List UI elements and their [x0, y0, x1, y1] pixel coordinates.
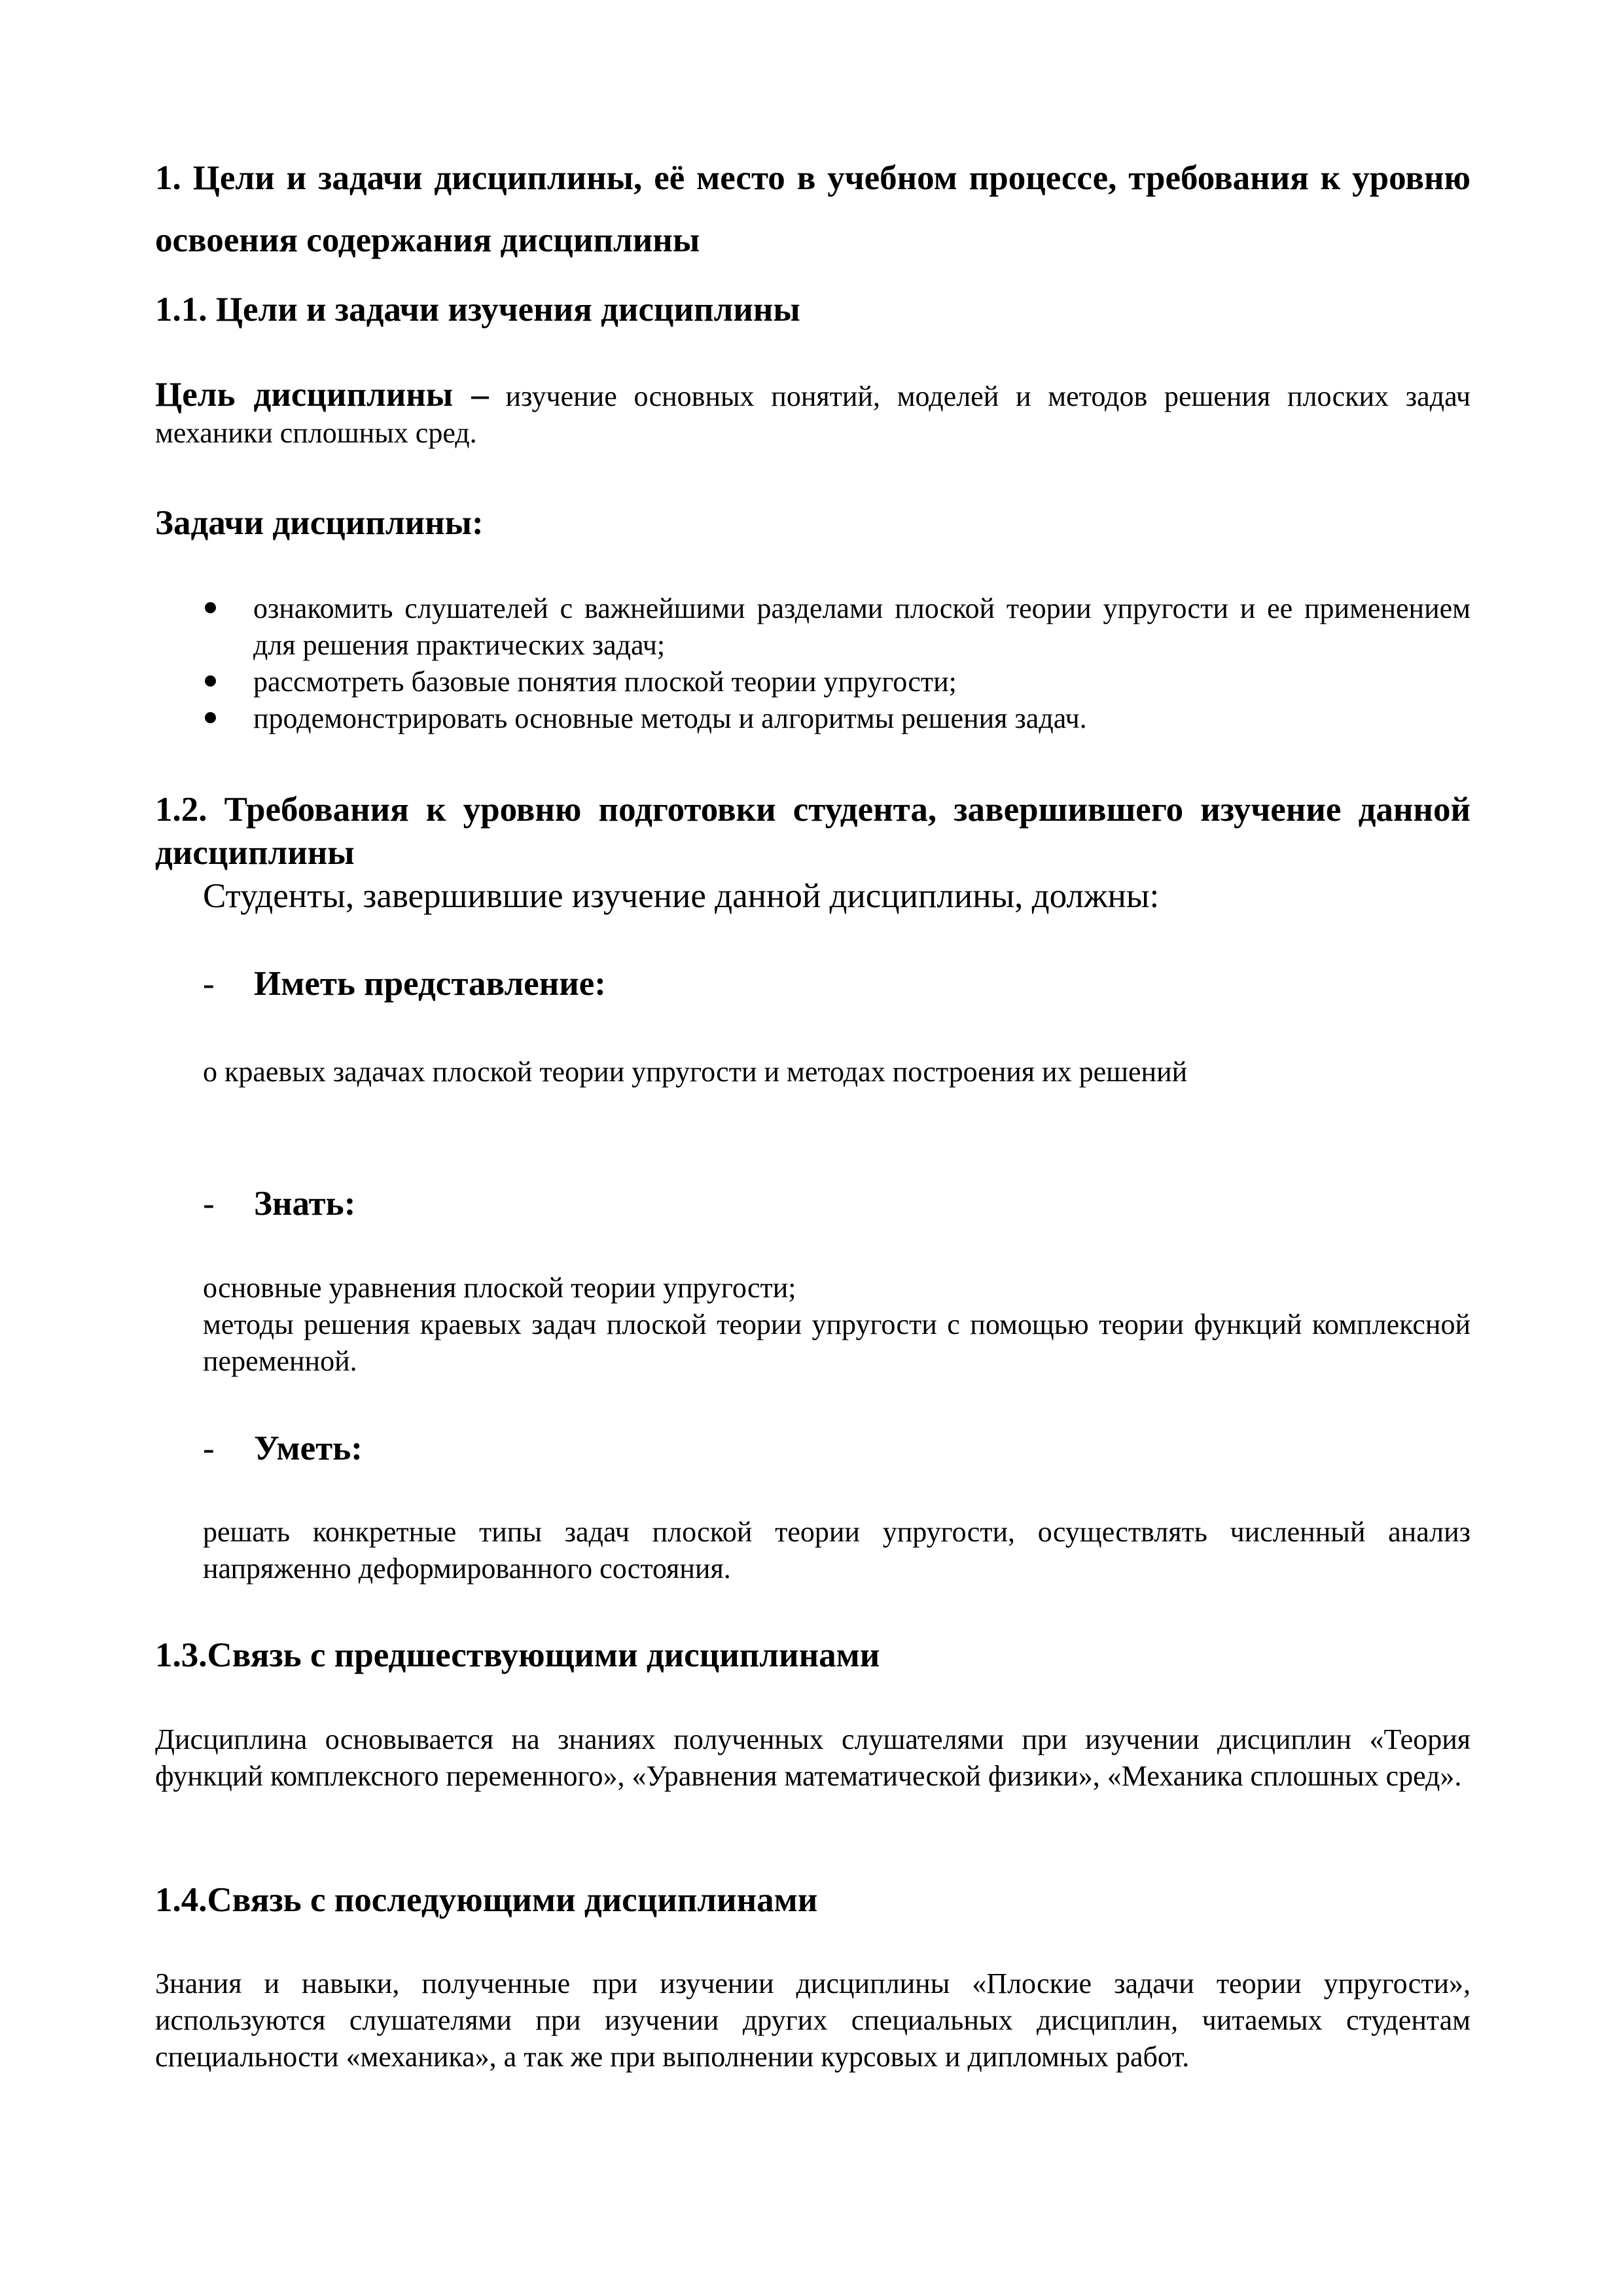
dash-marker: - [203, 1429, 215, 1467]
goal-paragraph [155, 376, 1471, 452]
know-line-1: основные уравнения плоской теории упругости; [203, 1272, 796, 1304]
know-label: Знать: [254, 1185, 356, 1223]
section-1-2-title: 1.2. Требования к уровню подготовки студента, завершившего изучение данной дисциплины [155, 791, 1471, 872]
goal-text: изучение основных понятий, моделей и методов решения плоских задач механики сплошных сред. [155, 380, 1471, 449]
dash-marker: - [203, 1185, 215, 1223]
list-item: ознакомить слушателей с важнейшими разделами плоской теории упругости и ее применением для решения практических задач; [155, 590, 1471, 664]
main-heading: 1. Цели и задачи дисциплины, её место в учебном процессе, требования к уровню освоения содержания дисциплины [155, 159, 1471, 259]
can-text: решать конкретные типы задач плоской теории упругости, осуществлять численный анализ напряженно деформированного состояния. [203, 1516, 1471, 1585]
list-item: рассмотреть базовые понятия плоской теории упругости; [155, 664, 1471, 700]
section-1-1-title: 1.1. Цели и задачи изучения дисциплины [155, 291, 800, 329]
can-label: Уметь: [254, 1429, 363, 1467]
have-idea-heading [203, 962, 1446, 1005]
bullet-icon [205, 675, 216, 687]
tasks-list [155, 590, 1471, 737]
requirements-intro: Студенты, завершившие изучение данной дисциплины, должны: [203, 877, 1160, 915]
tasks-title: Задачи дисциплины: [155, 504, 484, 542]
dash-marker: - [203, 965, 215, 1003]
have-idea-label: Иметь представление: [254, 965, 606, 1003]
section-1-4-text: Знания и навыки, полученные при изучении дисциплины «Плоские задачи теории упругости», используются слушателями при изучении других специальных дисциплин, читаемых студентам специальности «механика», а так же при выполнении курсовых и дипломных работ. [155, 1967, 1471, 2073]
can-heading [203, 1427, 1446, 1470]
have-idea-text: о краевых задачах плоской теории упругости и методах построения их решений [203, 1056, 1188, 1088]
section-1-3-text: Дисциплина основывается на знаниях полученных слушателями при изучении дисциплин «Теория функций комплексного переменного», «Уравнения математической физики», «Механика сплошных сред». [155, 1723, 1471, 1792]
bullet-icon [205, 602, 216, 613]
goal-label: Цель дисциплины – [155, 376, 489, 414]
bullet-icon [205, 712, 216, 723]
know-line-2: методы решения краевых задач плоской теории упругости с помощью теории функций комплексной переменной. [203, 1308, 1471, 1377]
know-heading [203, 1182, 1446, 1225]
section-1-3-title: 1.3.Связь с предшествующими дисциплинами [155, 1636, 880, 1674]
section-1-4-title: 1.4.Связь с последующими дисциплинами [155, 1881, 818, 1919]
list-item: продемонстрировать основные методы и алгоритмы решения задач. [155, 700, 1471, 737]
